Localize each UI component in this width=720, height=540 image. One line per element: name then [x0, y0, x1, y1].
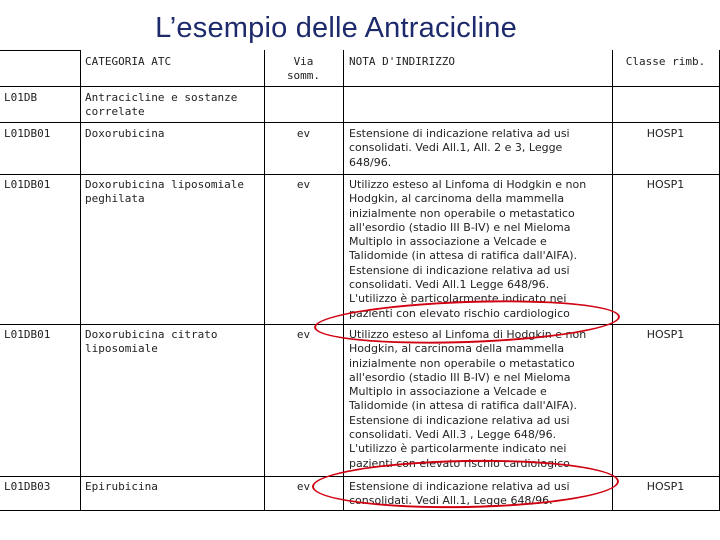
row-atc-code: L01DB01	[4, 328, 51, 341]
row-via: ev	[296, 127, 311, 140]
table-rule	[0, 50, 80, 51]
row-category-name: Antracicline e sostanze correlate	[85, 91, 238, 119]
header-col-category: CATEGORIA ATC	[85, 55, 172, 68]
row-category-name: Doxorubicina	[85, 127, 165, 140]
row-category-name: Doxorubicina citrato liposomiale	[85, 328, 218, 356]
row-category-name: Epirubicina	[85, 480, 158, 493]
row-category-name: Doxorubicina liposomiale peghilata	[85, 178, 244, 206]
table-rule	[0, 510, 720, 511]
header-col-classe: Classe rimb.	[625, 55, 706, 68]
row-classe: HOSP1	[646, 178, 685, 191]
table-rule	[343, 50, 344, 510]
table-rule	[264, 50, 265, 510]
table-rule	[80, 50, 81, 510]
row-classe: HOSP1	[646, 127, 685, 140]
row-classe: HOSP1	[646, 328, 685, 341]
row-atc-code: L01DB01	[4, 127, 51, 140]
row-atc-code: L01DB	[4, 91, 38, 104]
row-nota: Utilizzo esteso al Linfoma di Hodgkin e non Hodgkin, al carcinoma della mammella inizialmente non operabile o metastatico all'esordio (stadio III B-IV) e nel Mieloma Multiplo in associazione a Velcade e Talidomide (in attesa di ratifica dall'AIFA). Estensione di indicazione relativa ad usi consolidati. Vedi All.3 , Legge 648/96. L'utilizzo è particolarmente indicato nei pazienti con elevato rischio cardiologico	[349, 328, 587, 470]
row-nota: Utilizzo esteso al Linfoma di Hodgkin e non Hodgkin, al carcinoma della mammella inizialmente non operabile o metastatico all'esordio (stadio III B-IV) e nel Mieloma Multiplo in associazione a Velcade e Talidomide (in attesa di ratifica dall'AIFA). Estensione di indicazione relativa ad usi consolidati. Vedi All.1 Legge 648/96. L'utilizzo è particolarmente indicato nei pazienti con elevato rischio cardiologico	[349, 178, 587, 320]
slide-title: L’esempio delle Antracicline	[155, 12, 517, 44]
row-nota: Estensione di indicazione relativa ad usi consolidati. Vedi All.1, All. 2 e 3, Legge 648/96.	[349, 127, 570, 169]
row-atc-code: L01DB01	[4, 178, 51, 191]
row-atc-code: L01DB03	[4, 480, 51, 493]
row-nota: Estensione di indicazione relativa ad usi consolidati. Vedi All.1, Legge 648/96.	[349, 480, 570, 508]
header-col-nota: NOTA D'INDIRIZZO	[349, 55, 455, 68]
header-col-via: Via somm.	[286, 55, 321, 83]
row-classe: HOSP1	[646, 480, 685, 493]
row-via: ev	[296, 328, 311, 341]
row-via: ev	[296, 480, 311, 493]
table-rule	[612, 50, 613, 510]
row-via: ev	[296, 178, 311, 191]
